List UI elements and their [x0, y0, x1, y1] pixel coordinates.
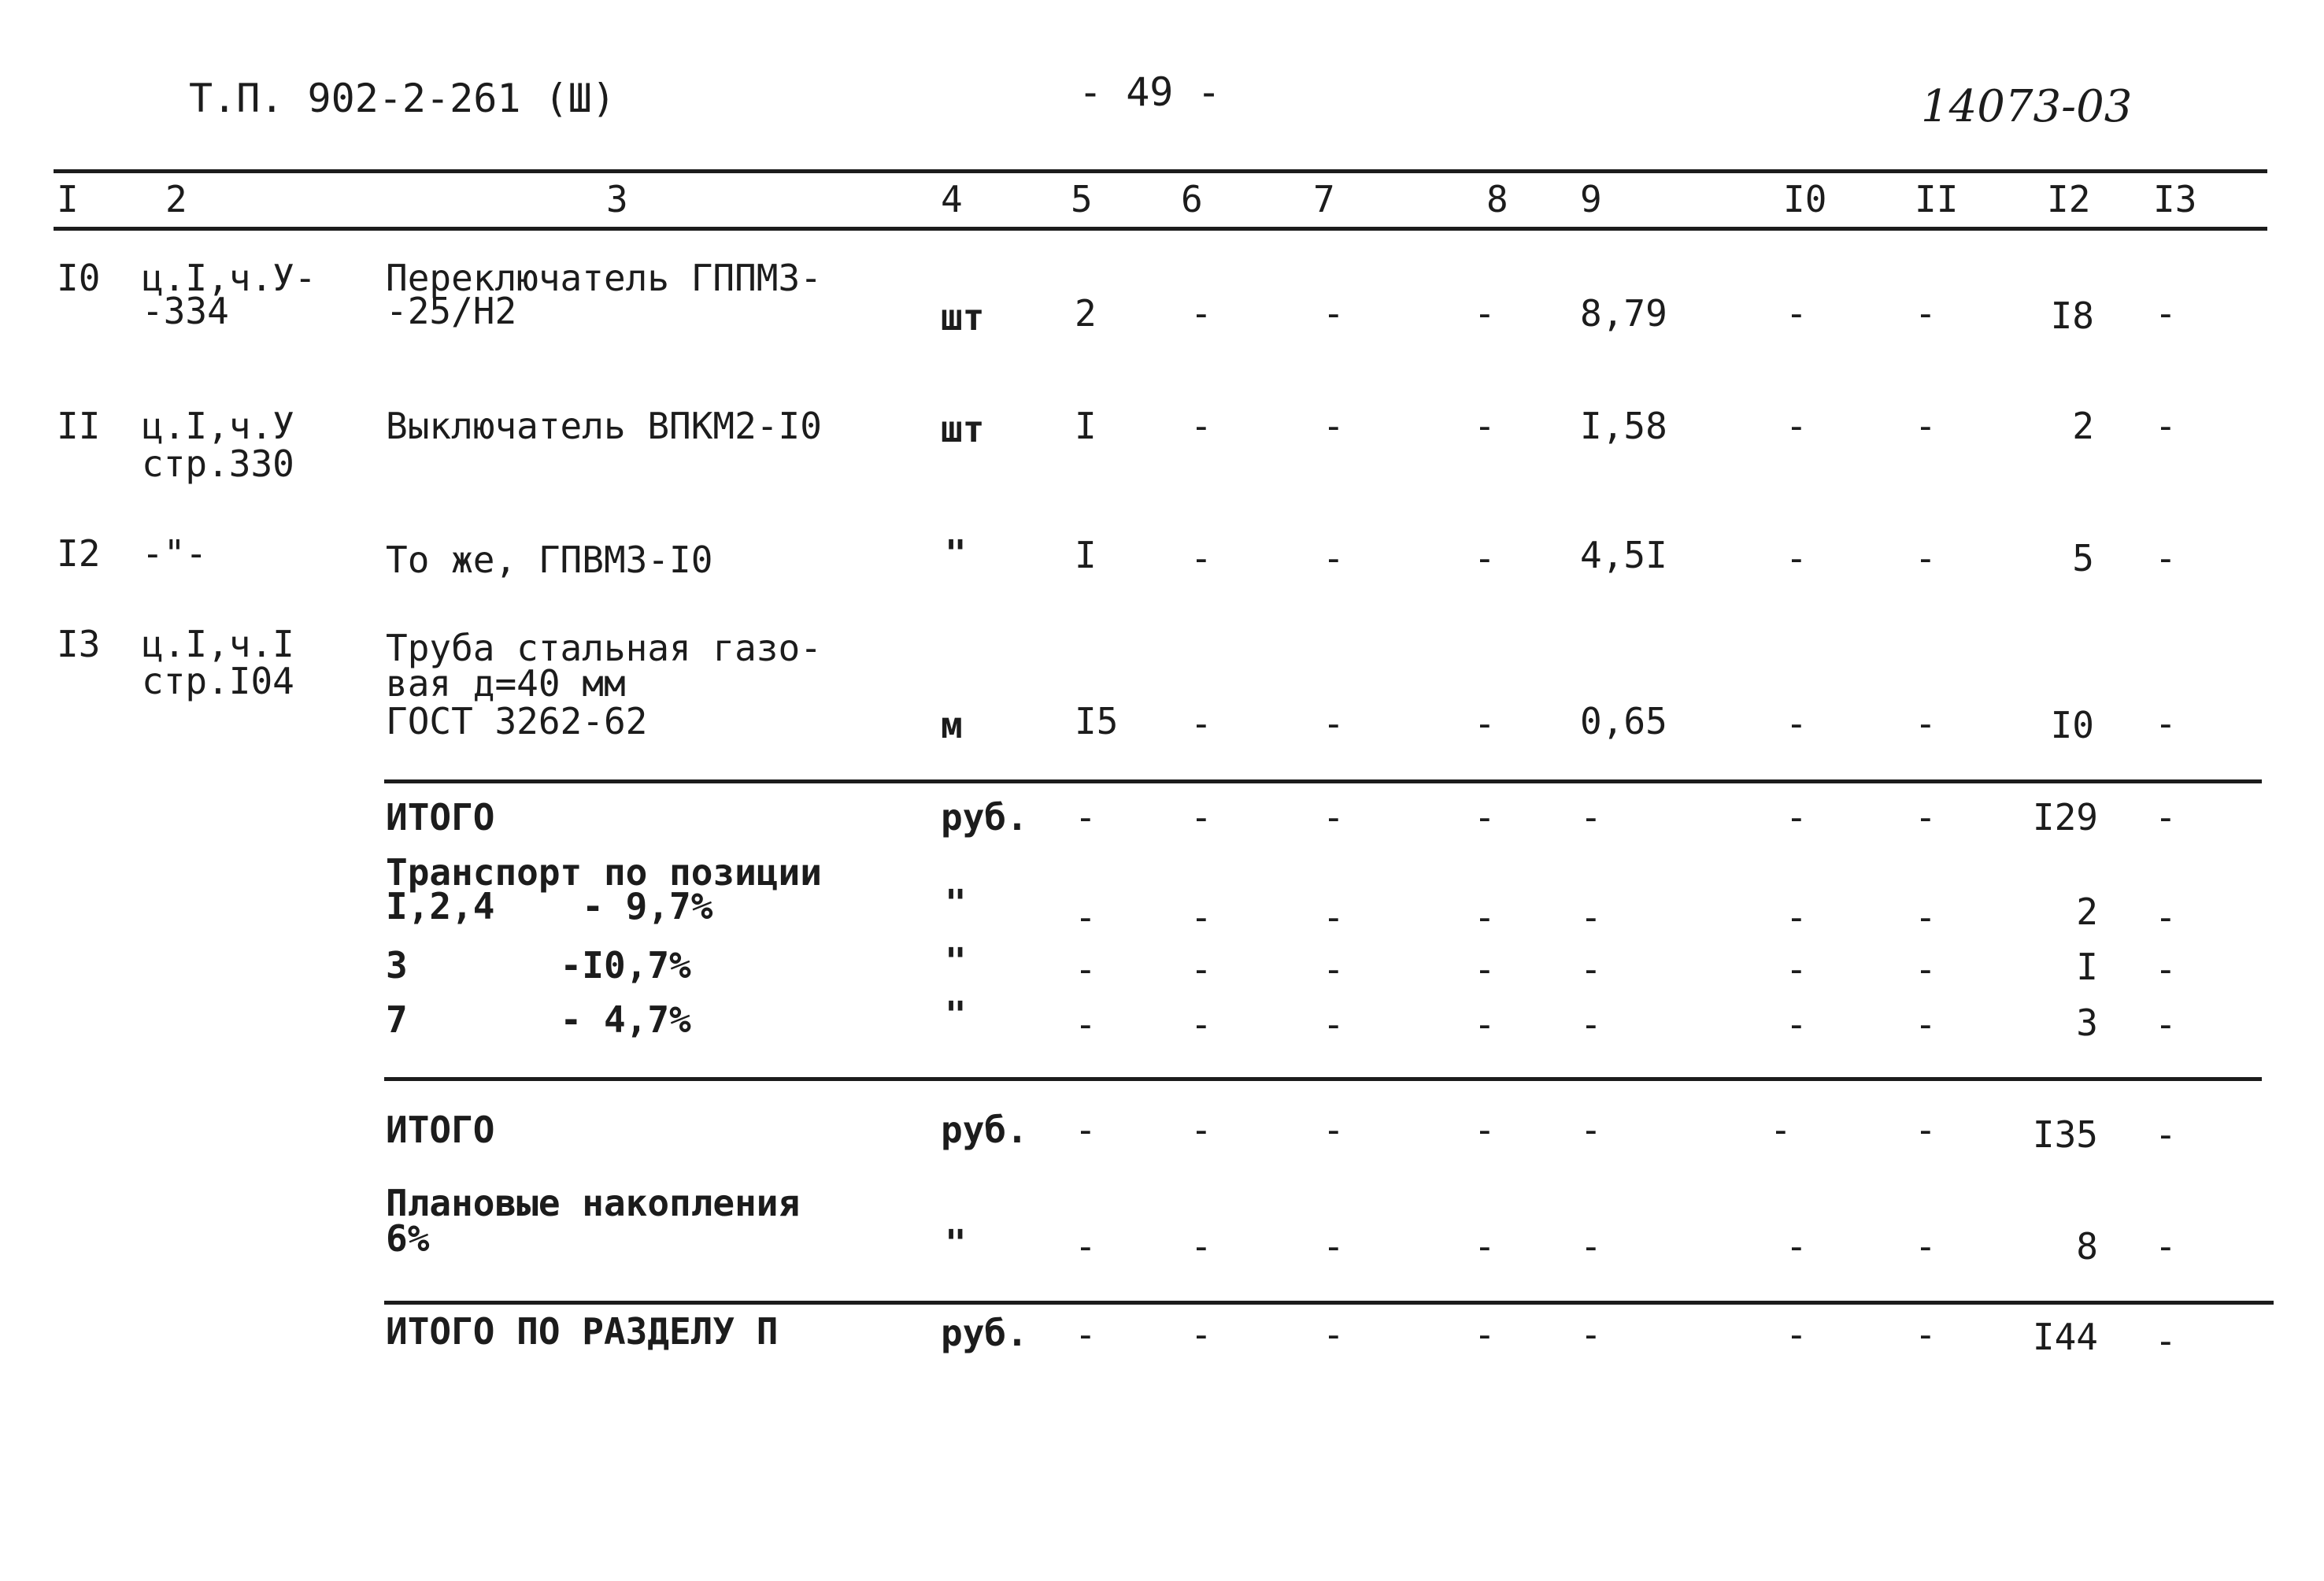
row-col11: - [1915, 292, 1937, 335]
dash: - [2155, 1113, 2177, 1156]
row-total: I8 [2050, 294, 2094, 337]
page-number: - 49 - [1079, 69, 1221, 115]
row-col13: - [2155, 292, 2177, 335]
row-source: ц.I,ч.I [142, 623, 294, 665]
dash: - [1474, 1109, 1496, 1151]
column-header: 2 [165, 178, 187, 220]
dash: - [1323, 1313, 1345, 1356]
summary-total: I29 [2032, 796, 2098, 839]
row-unit: " [945, 532, 967, 575]
column-header: I0 [1783, 178, 1827, 220]
row-col13: - [2155, 405, 2177, 447]
dash: - [1915, 796, 1937, 839]
row-number: I0 [57, 257, 101, 299]
summary-label: ИТОГО [386, 796, 495, 839]
dash: - [1786, 796, 1808, 839]
row-qty: I [1075, 405, 1097, 447]
row-name: То же, ГПВМЗ-I0 [386, 539, 713, 581]
column-header: 8 [1486, 178, 1508, 220]
row-name: Переключатель ГППМЗ- [386, 257, 822, 299]
dash: - [2155, 1003, 2177, 1046]
dash: - [1786, 948, 1808, 990]
dash: - [1474, 1313, 1496, 1356]
row-total: 2 [2072, 405, 2094, 447]
summary-label: I,2,4 - 9,7% [386, 885, 713, 927]
row-col11: - [1915, 702, 1937, 745]
summary-unit: руб. [941, 1312, 1028, 1354]
dash: - [1323, 796, 1345, 839]
dash: - [1075, 1003, 1097, 1046]
column-header: I [57, 178, 79, 220]
dash: - [2155, 796, 2177, 839]
summary-label: ИТОГО ПО РАЗДЕЛУ П [386, 1310, 779, 1353]
row-number: I3 [57, 623, 101, 665]
dash: - [1580, 896, 1602, 939]
dash: - [1786, 1225, 1808, 1268]
row-price: I,58 [1580, 405, 1667, 447]
row-price: 0,65 [1580, 700, 1667, 742]
dash: - [1323, 896, 1345, 939]
dash: - [1323, 1225, 1345, 1268]
row-col11: - [1915, 537, 1937, 579]
dash: - [1190, 896, 1212, 939]
row-number: I2 [57, 532, 101, 575]
handwritten-reference: 14073-03 [1921, 81, 2133, 132]
dash: - [1915, 896, 1937, 939]
dash: - [1786, 1313, 1808, 1356]
row-source: стр.330 [142, 442, 294, 485]
summary-unit: " [945, 994, 967, 1036]
row-name: -25/Н2 [386, 290, 517, 332]
column-header: 7 [1313, 178, 1335, 220]
row-col6: - [1190, 702, 1212, 745]
summary-total: I35 [2032, 1113, 2098, 1156]
dash: - [1915, 1313, 1937, 1356]
column-header: I3 [2153, 178, 2197, 220]
dash: - [1474, 948, 1496, 990]
column-header: 3 [606, 178, 628, 220]
summary-total: 3 [2076, 1002, 2098, 1044]
row-price: 8,79 [1580, 292, 1667, 335]
row-col10: - [1786, 292, 1808, 335]
dash: - [1075, 1313, 1097, 1356]
dash: - [1580, 1225, 1602, 1268]
row-total: I0 [2050, 704, 2094, 746]
row-col6: - [1190, 537, 1212, 579]
row-col13: - [2155, 702, 2177, 745]
dash: - [1323, 948, 1345, 990]
row-col10: - [1786, 405, 1808, 447]
column-header: 6 [1181, 178, 1203, 220]
summary-label: Плановые накопления [386, 1182, 801, 1224]
summary-label: 3 -I0,7% [386, 944, 691, 987]
dash: - [1580, 948, 1602, 990]
dash: - [1474, 1003, 1496, 1046]
dash: - [1786, 896, 1808, 939]
dash: - [1474, 896, 1496, 939]
dash: - [1190, 948, 1212, 990]
dash: - [1323, 1109, 1345, 1151]
summary-unit: " [945, 940, 967, 983]
dash: - [1323, 1003, 1345, 1046]
dash: - [1915, 1109, 1937, 1151]
dash: - [1580, 1313, 1602, 1356]
summary-total: I44 [2032, 1316, 2098, 1358]
dash: - [1075, 1225, 1097, 1268]
summary-total: 2 [2076, 890, 2098, 933]
row-col7: - [1323, 292, 1345, 335]
row-source: стр.I04 [142, 660, 294, 702]
summary-unit: " [945, 1222, 967, 1264]
row-source: ц.I,ч.У [142, 405, 294, 447]
row-source: ц.I,ч.У- [142, 257, 316, 299]
dash: - [1786, 1003, 1808, 1046]
row-col8: - [1474, 292, 1496, 335]
doc-code: Т.П. 902-2-261 (Ш) [189, 76, 616, 121]
dash: - [1075, 896, 1097, 939]
dash: - [1770, 1109, 1792, 1151]
row-name: вая д=40 мм [386, 662, 626, 705]
dash: - [1580, 1003, 1602, 1046]
dash: - [2155, 948, 2177, 990]
row-number: II [57, 405, 101, 447]
summary-unit: " [945, 882, 967, 924]
row-name: Выключатель ВПКМ2-I0 [386, 405, 822, 447]
row-unit: шт [941, 296, 985, 339]
summary-total: 8 [2076, 1225, 2098, 1268]
row-name: Труба стальная газо- [386, 627, 822, 669]
dash: - [1190, 1003, 1212, 1046]
row-unit: м [941, 704, 963, 746]
row-unit: шт [941, 408, 985, 450]
row-name: ГОСТ 3262-62 [386, 700, 648, 742]
dash: - [2155, 1320, 2177, 1362]
dash: - [1190, 796, 1212, 839]
column-header: 9 [1580, 178, 1602, 220]
row-total: 5 [2072, 537, 2094, 579]
dash: - [1580, 1109, 1602, 1151]
row-col13: - [2155, 537, 2177, 579]
table-header-rule [54, 227, 2267, 231]
summary-unit: руб. [941, 1109, 1028, 1151]
dash: - [1474, 796, 1496, 839]
row-col10: - [1786, 537, 1808, 579]
dash: - [1075, 796, 1097, 839]
dash: - [1474, 1225, 1496, 1268]
row-col7: - [1323, 702, 1345, 745]
dash: - [1075, 948, 1097, 990]
dash: - [2155, 1225, 2177, 1268]
row-qty: 2 [1075, 292, 1097, 335]
table-top-rule [54, 169, 2267, 173]
column-header: I2 [2047, 178, 2091, 220]
dash: - [1075, 1109, 1097, 1151]
row-col10: - [1786, 702, 1808, 745]
dash: - [1190, 1109, 1212, 1151]
summary-rule [384, 1077, 2262, 1081]
dash: - [1915, 1225, 1937, 1268]
row-col8: - [1474, 702, 1496, 745]
row-col7: - [1323, 405, 1345, 447]
row-col8: - [1474, 405, 1496, 447]
row-col6: - [1190, 292, 1212, 335]
row-source: -334 [142, 290, 229, 332]
row-col7: - [1323, 537, 1345, 579]
summary-total: I [2076, 946, 2098, 988]
row-price: 4,5I [1580, 534, 1667, 576]
summary-rule [384, 1301, 2274, 1305]
row-col6: - [1190, 405, 1212, 447]
row-source: -"- [142, 532, 208, 575]
column-header: II [1915, 178, 1959, 220]
summary-label: 7 - 4,7% [386, 998, 691, 1041]
dash: - [1915, 1003, 1937, 1046]
dash: - [2155, 896, 2177, 939]
summary-label: ИТОГО [386, 1109, 495, 1151]
summary-label: Транспорт по позиции [386, 851, 822, 894]
dash: - [1190, 1225, 1212, 1268]
dash: - [1915, 948, 1937, 990]
column-header: 4 [941, 178, 963, 220]
row-qty: I5 [1075, 700, 1119, 742]
row-col8: - [1474, 537, 1496, 579]
summary-label: 6% [386, 1217, 430, 1260]
summary-rule [384, 779, 2262, 783]
row-qty: I [1075, 534, 1097, 576]
row-col11: - [1915, 405, 1937, 447]
column-header: 5 [1071, 178, 1093, 220]
dash: - [1580, 796, 1602, 839]
summary-unit: руб. [941, 796, 1028, 839]
dash: - [1190, 1313, 1212, 1356]
